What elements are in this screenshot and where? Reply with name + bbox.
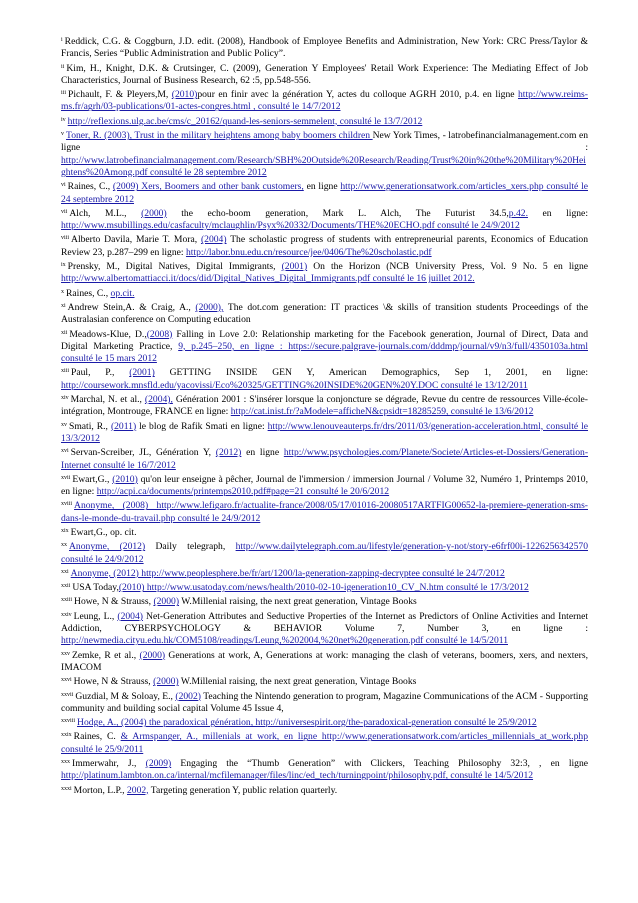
reference-link[interactable]: http://labor.bnu.edu.cn/resource/jee/0406/The%20scholastic.pdf [185,246,432,258]
endnote-marker: iii [61,90,67,97]
endnote-text: le blog de Rafik Smati en ligne: [136,420,268,432]
reference-link[interactable]: Hodge, A., (2004) the paradoxical génération, http://universespirit.org/the-paradoxical-generation consulté le 25/9/2012 [77,717,537,729]
endnote-text: Génération 2001 : S'insérer lorsque la conjoncture se dégrade, Revue du centre de ressources Ville-école-intégration, Montrouge, FRANCE en ligne: [61,394,588,418]
endnote-text: W.Millenial raising, the next great generation, Vintage Books [178,676,417,688]
endnote [61,394,588,419]
endnote [61,208,588,233]
endnote-text: Reddick, C.G. & Coggburn, J.D. edit. (2008), Handbook of Employee Benefits and Administration, New York: CRC Press/Taylor & Francis, Series “Public Administration and Public Policy”. [61,36,588,60]
endnote-marker: xiv [61,395,69,402]
endnote-marker: xxix [61,732,72,739]
endnote-marker: xvii [61,474,71,481]
endnote-marker: xxvi [61,677,72,684]
endnote-text: pour en finir avec la génération Y, actes du colloque AGRH 2010, p.4. en ligne [197,89,518,101]
reference-link[interactable]: http://platinum.lambton.on.ca/internal/mcfilemanager/files/linc/ed_tech/turningpoint/philosophy.pdf, consulté le 14/5/2012 [61,770,534,782]
endnote-text: en ligne [303,181,341,193]
endnote [61,500,588,525]
endnote-text: Morton, L.P., [73,784,127,796]
reference-link[interactable]: (2000) [141,207,167,219]
endnote-text: Marchal, N. et al., [70,394,145,406]
endnote-marker: xxiv [61,611,72,618]
reference-link[interactable]: (2009) Xers, Boomers and other bank customers, [112,181,304,193]
reference-link[interactable]: http://cat.inist.fr/?aModele=afficheN&cpsidt=18285259, consulté le 13/6/2012 [230,406,534,418]
endnote-marker: xxv [61,650,70,657]
endnote-text: Generations at work, A, Generations at work: managing the clash of veterans, boomers, xers, and nexters, IMACOM [61,649,588,673]
reference-link[interactable]: http://newmedia.cityu.edu.hk/COM5108/readings/Leung,%202004,%20net%20generation.pdf consulté le 14/5/2011 [61,635,508,647]
endnote-text: en ligne: [527,207,588,219]
endnote-text: Ewart,G., op. cit. [70,526,137,538]
reference-link[interactable]: (2001) [129,367,155,379]
endnote-text: Targeting generation Y, public relation quarterly. [148,784,338,796]
endnote [61,116,588,128]
endnote [61,731,588,756]
endnote-text: Immerwahr, J., [72,758,146,770]
endnote [61,302,588,327]
reference-link[interactable]: http://reflexions.ulg.ac.be/cms/c_20162/quand-les-seniors-semmelent, consulté le 13/7/2012 [67,115,423,127]
reference-link[interactable]: 2002, [126,784,149,796]
reference-link[interactable]: (2010) http://www.usatoday.com/news/health/2010-02-10-igeneration10_CV_N.htm consulté le 17/3/2012 [118,582,529,594]
endnote-text: Kim, H., Knight, D.K. & Crutsinger, C. (2009), Generation Y Employees' Retail Work Experience: The Mediating Effect of Job Characteristics, Journal of Business Research, 62 :5, pp.548-556. [61,62,588,86]
endnote-marker: xxvii [61,691,74,698]
reference-link[interactable]: http://coursework.mnsfld.edu/yacovissi/Eco%20325/GETTING%20INSIDE%20GEN%20Y.DOC consulté le 13/12/2011 [61,379,528,391]
endnote-text: Alch, M.L., [69,207,142,219]
endnote-marker: xxi [61,568,69,575]
endnote [61,568,588,580]
endnote-marker: xii [61,329,68,336]
reference-link[interactable]: p.42. [508,207,528,219]
reference-link[interactable]: http://acpi.ca/documents/printemps2010.pdf#page=21 consulté le 20/6/2012 [96,486,390,498]
endnote-text: GETTING INSIDE GEN Y, American Demographics, Sep 1, 2001, en ligne: [154,367,588,379]
endnote-text: Paul, P., [71,367,130,379]
endnote-text: Howe, N & Strauss, [73,676,154,688]
reference-link[interactable]: (2001) [281,261,308,273]
endnote [61,527,588,539]
endnote [61,36,588,61]
endnote-text: the echo-boom generation, Mark L. Alch, The Futurist 34.5, [166,207,509,219]
reference-link[interactable]: (2008) [146,328,173,340]
endnote-marker: xxviii [61,718,76,725]
endnote-text: Engaging the “Thumb Generation” with Clickers, Teaching Philosophy 32:3, , en ligne [171,758,589,770]
reference-link[interactable]: (2000) [153,596,180,608]
reference-link[interactable]: (2010) [112,473,138,485]
endnote [61,474,588,499]
endnote-text: Falling in Love 2.0: Relationship marketing for the Facebook generation, Journal of Direct, Data and Digital Marketing Practice, [61,328,589,352]
endnote-text: Raines, C. [73,731,121,743]
endnote-marker: ii [61,63,65,70]
endnote-marker: iv [61,116,66,123]
reference-link[interactable]: http://www.dailytelegraph.com.au/lifestyle/generation-y-not/story-e6frf00i-1226256342570 consulté le 24/9/2012 [61,541,588,565]
reference-link[interactable]: (2011) [110,420,137,432]
endnote-text: qu'on leur enseigne à pêcher, Journal de l'immersion / immersion Journal / Volume 32, Numéro 1, Printemps 2010, en ligne: [61,473,588,498]
endnote [61,261,588,286]
endnote [61,447,588,472]
endnote [61,329,588,366]
endnote-text: Leung, L., [73,610,118,622]
endnote-marker: v [61,131,64,138]
endnote-marker: xxx [61,759,70,766]
reference-link[interactable]: (2004) [117,610,143,622]
endnote [61,596,588,608]
endnote [61,234,588,259]
endnote-text: Andrew Stein,A. & Craig, A., [67,301,196,313]
endnote [61,288,588,300]
endnote [61,717,588,729]
endnote [61,650,588,675]
endnote [61,63,588,88]
reference-link[interactable]: Anonyme, (2008) http://www.lefigaro.fr/actualite-france/2008/05/17/01016-20080517ARTFIG00652-la-premiere-generation-sms-dans-le-monde-du-travail.php consulté le 24/9/2012 [61,500,588,524]
reference-link[interactable]: (2000) [139,649,166,661]
reference-link[interactable]: 9, p.245–250, en ligne : https://secure.palgrave-journals.com/dddmp/journal/v9/n3/full/4350103a.html consulté le 15 mars 2012 [61,340,588,365]
endnote [61,758,588,783]
endnote-marker: xvi [61,448,69,455]
endnote-marker: xiii [61,368,70,375]
endnote [61,582,588,594]
reference-link[interactable]: http://www.psychologies.com/Planete/Societe/Articles-et-Dossiers/Generation-Internet consulté le 16/7/2012 [61,447,589,471]
endnote-marker: xviii [61,501,73,508]
endnote-text: en ligne [241,447,284,459]
reference-link[interactable]: (2000), [195,301,224,313]
endnote-marker: x [61,288,64,295]
endnote-text: Smati, R., [69,420,111,432]
endnote-marker: vi [61,182,66,189]
reference-link[interactable]: (2004) [200,234,227,246]
endnote [61,541,588,566]
endnote [61,676,588,688]
reference-link[interactable]: & Armspanger, A., millenials at work, en ligne http://www.generationsatwork.com/articles_millennials_at_work.php consulté le 25/9/2011 [61,731,588,755]
reference-link[interactable]: Anonyme, (2012) [69,541,146,553]
endnote-marker: xxii [61,583,71,590]
reference-link[interactable]: (2002) [175,690,201,702]
reference-link[interactable]: (2009) [145,758,172,770]
reference-link[interactable]: http://www.msubillings.edu/casfaculty/mclaughlin/Psyx%20332/Documents/THE%20ECHO.pdf consulté le 24/9/2012 [61,220,520,232]
reference-link[interactable]: Anonyme, (2012) http://www.peoplesphere.be/fr/art/1200/la-generation-zapping-decryptee consulté le 24/7/2012 [70,567,505,579]
endnote-text: New York Times, - latrobefinancialmanagement.com en ligne : [61,130,589,154]
endnote-text: Meadows-Klue, D., [69,328,147,340]
endnote-text: Ewart,G., [72,473,113,485]
endnote-text: Teaching the Nintendo generation to program, Magazine Communications of the ACM - Supporting community and building social capital Volume 45 Issue 4, [61,690,588,714]
endnote-marker: xx [61,542,67,549]
reference-link[interactable]: http://www.lenouveauterps.fr/drs/2011/03/generation-acceleration.html, consulté le 13/3/2012 [61,420,589,444]
endnote-marker: xv [61,421,67,428]
endnote-marker: xxxi [61,785,72,792]
endnote-marker: ix [61,262,66,269]
endnote-marker: viii [61,235,70,242]
endnote [61,89,588,114]
endnote-text: Guzdial, M & Soloay, E., [75,690,176,702]
reference-link[interactable]: (2000) [153,676,179,688]
reference-link[interactable]: http://www.generationsatwork.com/articles_xers.php consulté le 24 septembre 2012 [61,181,588,205]
endnote-text: On the Horizon (NCB University Press, Vol. 9 No. 5 en ligne [307,261,589,273]
endnote-text: Raines, C., [66,287,111,299]
reference-link[interactable]: http://www.reims-ms.fr/agrh/03-publications/01-actes-congres.html , consulté le 14/7/2012 [61,89,588,113]
endnote-text: The dot.com generation: IT practices \& skills of transition students Proceedings of the Australasian conference on Computing education [61,301,588,326]
endnote-marker: xxiii [61,597,73,604]
endnote [61,181,588,206]
endnote-text: Howe, N & Strauss, [74,596,154,608]
reference-link[interactable]: op.cit. [110,287,135,299]
reference-link[interactable]: http://www.latrobefinancialmanagement.com/Research/SBH%20Outside%20Research/Reading/Trust%20in%20the%20Military%20Heightens%20Among.pdf consulté le 28 septembre 2012 [61,154,586,178]
endnote-text: Raines, C., [67,181,113,193]
reference-link[interactable]: Toner, R. (2003), Trust in the military heightens among baby boomers children [66,130,373,142]
endnote [61,611,588,648]
endnote [61,130,588,179]
endnote-text: Pichault, F. & Pleyers,M, [68,89,172,101]
endnote-marker: xi [61,302,66,309]
endnote-text: W.Millenial raising, the next great generation, Vintage Books [179,596,417,608]
endnote-marker: vii [61,208,68,215]
endnote [61,785,588,797]
endnote-text: USA Today, [72,582,119,594]
endnote [61,421,588,446]
endnote-text: Alberto Davila, Marie T. Mora, [71,234,201,246]
endnote [61,367,588,392]
endnote-text: Servan-Screiber, JL, Génération Y, [70,447,216,459]
reference-link[interactable]: http://www.albertomattiacci.it/docs/did/Digital_Natives_Digital_Immigrants.pdf consulté le 16 juillet 2012. [61,273,475,285]
endnote-marker: i [61,37,63,43]
endnote-text: The scholastic progress of students with entrepreneurial parents, Economics of Education Review 23, p.287–299 en ligne: [61,234,588,258]
endnote-text: Net-Generation Attributes and Seductive Properties of the Internet as Predictors of Online Activities and Internet Addiction, CYBERPSYCHOLOGY & BEHAVIOR Volume 7, Number 3, en ligne : [61,610,588,635]
reference-link[interactable]: (2010) [171,89,198,101]
endnote-text: Zemke, R et al., [72,649,140,661]
endnote-text: Daily telegraph, [145,541,236,553]
endnote-marker: xix [61,527,69,534]
reference-link[interactable]: (2004), [144,394,173,406]
reference-link[interactable]: (2012) [215,447,242,459]
endnote-text: Prensky, M., Digital Natives, Digital Immigrants, [67,261,282,273]
endnote [61,691,588,716]
